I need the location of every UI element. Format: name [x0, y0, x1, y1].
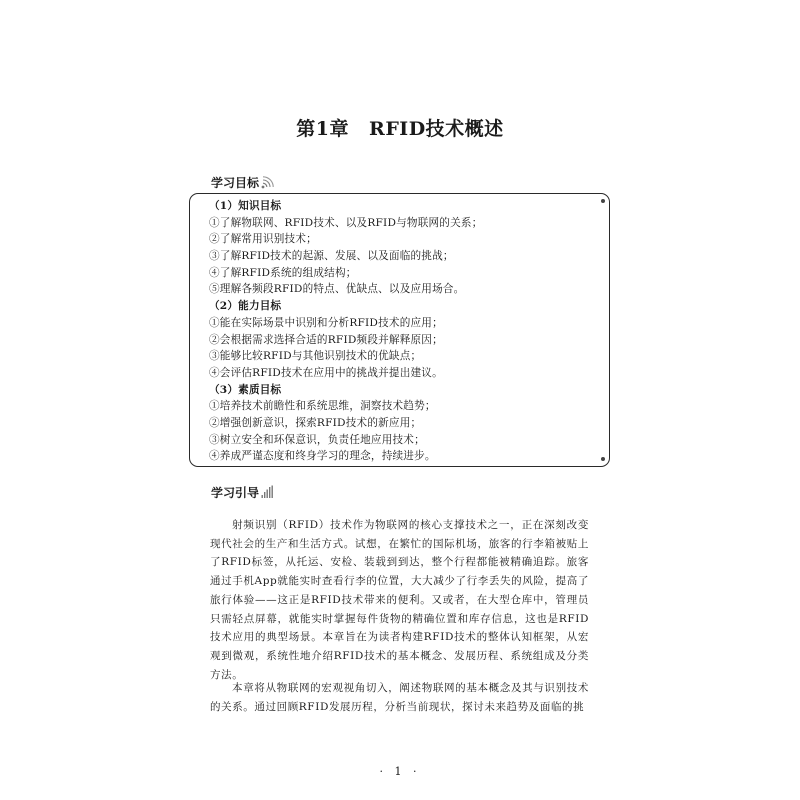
page-number: · 1 ·: [379, 765, 421, 778]
goal-item: ②了解常用识别技术；: [209, 233, 317, 246]
learning-goals-label: 学习目标: [211, 175, 260, 190]
body-paragraph: [210, 516, 589, 684]
paragraph-text: 本章将从物联网的宏观视角切入，阐述物联网的基本概念及其与识别技术的关系。通过回顾RFID发展历程，分析当前现状，探讨未来趋势及面临的挑: [210, 682, 589, 713]
learning-guide-heading: [211, 482, 275, 502]
chapter-name: RFID技术概述: [369, 118, 504, 140]
chapter-number: 第1章: [296, 118, 350, 140]
signal-bars-icon: [261, 485, 275, 499]
ability-goals-heading: （2）能力目标: [209, 300, 282, 313]
learning-guide-label: 学习引导: [211, 485, 260, 500]
goal-item: ④养成严谨态度和终身学习的理念，持续进步。: [209, 450, 436, 463]
goal-item: ②增强创新意识，探索RFID技术的新应用；: [209, 416, 422, 429]
goal-item: ③能够比较RFID与其他识别技术的优缺点；: [209, 350, 422, 363]
goal-item: ④会评估RFID技术在应用中的挑战并提出建议。: [209, 366, 443, 379]
corner-dot-icon: [601, 457, 605, 461]
goal-item: ③树立安全和环保意识，负责任地应用技术；: [209, 433, 425, 446]
goal-item: ⑤理解各频段RFID的特点、优缺点、以及应用场合。: [209, 283, 465, 296]
goal-item: ②会根据需求选择合适的RFID频段并解释原因；: [209, 333, 443, 346]
goal-item: ④了解RFID系统的组成结构；: [209, 266, 357, 279]
learning-goals-box: [189, 193, 610, 467]
corner-dot-icon: [601, 199, 605, 203]
chapter-title: [0, 114, 800, 141]
learning-goals-heading: [211, 172, 275, 192]
goal-item: ①了解物联网、RFID技术、以及RFID与物联网的关系；: [209, 216, 483, 229]
goal-item: ③了解RFID技术的起源、发展、以及面临的挑战；: [209, 250, 454, 263]
knowledge-goals-heading: （1）知识目标: [209, 200, 282, 212]
paragraph-text: 射频识别（RFID）技术作为物联网的核心支撑技术之一，正在深刻改变现代社会的生产和生活方式。试想，在繁忙的国际机场，旅客的行李箱被贴上了RFID标签，从托运、安检、装载到到达，整个行程都能被精确追踪。旅客通过手机App就能实时查看行李的位置，大大减少了行李丢失的风险，提高了旅行体验——这正是RFID技术带来的便利。又或者，在大型仓库中，管理员只需轻点屏幕，就能实时掌握每件货物的精确位置和库存信息，这也是RFID技术应用的典型场景。本章旨在为读者构建RFID技术的整体认知框架，从宏观到微观，系统性地介绍RFID技术的基本概念、发展历程、系统组成及分类方法。: [210, 519, 589, 681]
goal-item: ①培养技术前瞻性和系统思维，洞察技术趋势；: [209, 400, 436, 413]
signal-waves-icon: [261, 175, 275, 189]
body-paragraph: [210, 679, 589, 716]
quality-goals-heading: （3）素质目标: [209, 383, 282, 396]
goal-item: ①能在实际场景中识别和分析RFID技术的应用；: [209, 316, 443, 329]
